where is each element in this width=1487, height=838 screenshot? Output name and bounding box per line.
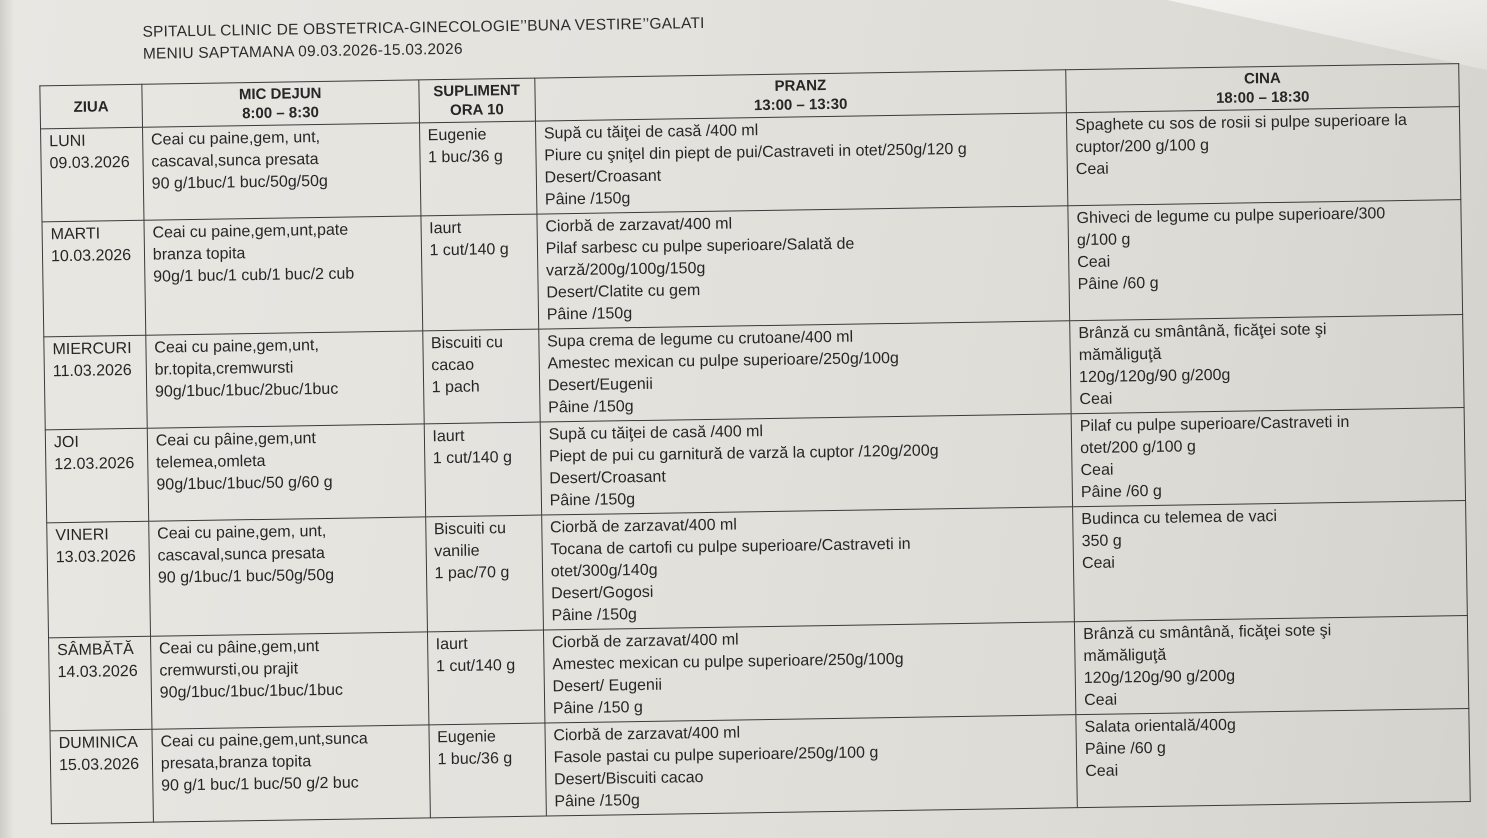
- lunch-line: Desert/Biscuiti cacao: [553, 769, 704, 789]
- lunch-line: Pâine /150g: [549, 491, 636, 510]
- lunch-line: Ciorbă de zarzavat/400 ml: [545, 215, 733, 236]
- day-date: 11.03.2026: [52, 361, 132, 381]
- day-name: SÂMBĂTĂ: [57, 640, 134, 660]
- lunch-line: Pâine /150g: [548, 398, 634, 417]
- supplement-line: Iaurt: [429, 219, 462, 238]
- supplement-line: Iaurt: [435, 635, 468, 654]
- lunch-line: otet/300g/140g: [550, 561, 658, 581]
- dinner-line: Pâine /60 g: [1077, 274, 1159, 294]
- supplement-line: Iaurt: [432, 427, 465, 446]
- lunch-line: Supă cu tăiţei de casă /400 ml: [543, 122, 759, 143]
- dinner-line: mămăliguţă: [1083, 646, 1167, 666]
- breakfast-cell: [146, 331, 424, 428]
- dinner-line: 120g/120g/90 g/200g: [1078, 366, 1231, 387]
- breakfast-line: 90g/1buc/1buc/1buc/1buc: [159, 681, 344, 702]
- dinner-line: Pâine /60 g: [1080, 482, 1162, 502]
- day-date: 15.03.2026: [58, 755, 140, 775]
- col-header-dinner: CINA 18:00 – 18:30: [1066, 64, 1460, 113]
- breakfast-line: cascaval,sunca presata: [157, 544, 325, 565]
- dinner-cell: [1073, 501, 1468, 622]
- col-header-breakfast: MIC DEJUN 8:00 – 8:30: [142, 80, 419, 127]
- supplement-line: 1 buc/36 g: [427, 148, 503, 167]
- dinner-line: Ceai: [1085, 762, 1119, 781]
- lunch-line: Piept de pui cu garnitură de varză la cuptor /120g/200g: [548, 442, 939, 466]
- breakfast-line: Ceai cu paine,gem, unt,: [157, 522, 327, 543]
- lunch-line: Fasole pastai cu pulpe superioare/250g/100 g: [553, 744, 879, 767]
- breakfast-line: br.topita,cremwursti: [154, 359, 294, 379]
- day-date: 12.03.2026: [54, 454, 135, 474]
- breakfast-cell: [147, 424, 425, 521]
- breakfast-cell: [144, 216, 422, 335]
- lunch-line: Amestec mexican cu pulpe superioare/250g/100g: [547, 349, 899, 373]
- dinner-line: Brânză cu smântână, ficăţei sote şi: [1078, 321, 1327, 343]
- lunch-line: varză/200g/100g/150g: [545, 259, 706, 280]
- lunch-line: Desert/Clatite cu gem: [546, 282, 701, 302]
- supplement-cell: [419, 121, 537, 216]
- breakfast-line: 90g/1 buc/1 cub/1 buc/2 cub: [153, 265, 355, 286]
- breakfast-line: 90 g/1 buc/1 buc/50 g/2 buc: [161, 774, 359, 795]
- col-header-lunch: PRANZ 13:00 – 13:30: [535, 70, 1067, 121]
- dinner-cell: [1076, 709, 1470, 808]
- dinner-line: Ceai: [1080, 461, 1114, 480]
- lunch-cell: [537, 206, 1070, 329]
- supplement-cell: [428, 723, 546, 818]
- day-cell: [45, 428, 148, 523]
- dinner-line: g/100 g: [1076, 231, 1131, 250]
- dinner-line: Ceai: [1079, 390, 1113, 409]
- lunch-cell: [540, 414, 1073, 515]
- day-cell: [49, 636, 152, 731]
- supplement-line: cacao: [431, 356, 475, 375]
- dinner-line: 350 g: [1081, 532, 1122, 551]
- menu-period: MENIU SAPTAMANA 09.03.2026-15.03.2026: [142, 40, 463, 63]
- col-header-supplement: SUPLIMENT ORA 10: [418, 78, 535, 123]
- lunch-line: Supă cu tăiţei de casă /400 ml: [548, 423, 764, 444]
- supplement-line: 1 cut/140 g: [432, 449, 513, 468]
- lunch-line: Desert/Eugenii: [547, 375, 653, 395]
- lunch-line: Ciorbă de zarzavat/400 ml: [553, 724, 741, 745]
- breakfast-line: Ceai cu paine,gem,unt,sunca: [160, 730, 368, 751]
- breakfast-line: Ceai cu pâine,gem,unt: [158, 638, 320, 658]
- day-name: JOI: [53, 433, 79, 452]
- dinner-line: Ceai: [1075, 160, 1109, 179]
- breakfast-line: telemea,omleta: [155, 452, 266, 472]
- lunch-cell: [543, 622, 1076, 723]
- dinner-line: Ghiveci de legume cu pulpe superioare/300: [1076, 205, 1386, 228]
- breakfast-line: Ceai cu paine,gem,unt,pate: [152, 221, 349, 242]
- breakfast-line: Ceai cu paine,gem, unt,: [150, 128, 321, 149]
- day-name: MIERCURI: [52, 339, 132, 359]
- supplement-line: Eugenie: [437, 728, 497, 747]
- supplement-cell: [420, 214, 538, 331]
- breakfast-line: presata,branza topita: [160, 753, 312, 773]
- supplement-line: Biscuiti cu: [433, 520, 507, 539]
- supplement-line: 1 cut/140 g: [435, 656, 516, 676]
- lunch-line: Desert/ Eugenii: [552, 676, 663, 696]
- lunch-line: Desert/Croasant: [549, 468, 666, 488]
- dinner-line: Ceai: [1077, 253, 1111, 272]
- dinner-cell: [1068, 200, 1463, 321]
- lunch-cell: [541, 507, 1074, 630]
- day-cell: [44, 335, 147, 430]
- dinner-line: Budinca cu telemea de vaci: [1081, 508, 1278, 529]
- day-date: 14.03.2026: [57, 662, 138, 682]
- lunch-line: Pâine /150g: [546, 305, 633, 324]
- lunch-line: Supa crema de legume cu crutoane/400 ml: [547, 328, 854, 351]
- day-date: 09.03.2026: [49, 153, 130, 173]
- lunch-line: Amestec mexican cu pulpe superioare/250g/100g: [552, 650, 904, 674]
- lunch-cell: [535, 113, 1068, 214]
- lunch-line: Pâine /150 g: [552, 698, 643, 718]
- day-cell: [47, 521, 151, 638]
- supplement-cell: [424, 422, 542, 517]
- supplement-cell: [427, 630, 545, 725]
- lunch-cell: [545, 715, 1078, 816]
- supplement-line: 1 pach: [431, 378, 480, 397]
- supplement-line: vanilie: [434, 542, 480, 561]
- breakfast-cell: [149, 517, 427, 636]
- breakfast-cell: [150, 632, 428, 729]
- dinner-line: otet/200 g/100 g: [1080, 438, 1196, 458]
- dinner-line: Ceai: [1081, 554, 1116, 573]
- dinner-cell: [1071, 408, 1465, 507]
- table-row: [42, 200, 1463, 337]
- day-date: 13.03.2026: [55, 547, 136, 567]
- dinner-line: 120g/120g/90 g/200g: [1083, 667, 1236, 688]
- breakfast-line: 90 g/1buc/1 buc/50g/50g: [151, 172, 329, 193]
- dinner-line: Pâine /60 g: [1084, 739, 1167, 759]
- breakfast-cell: [142, 123, 420, 220]
- menu-table: [39, 63, 1470, 824]
- lunch-line: Pilaf sarbesc cu pulpe superioare/Salată de: [545, 235, 855, 258]
- supplement-cell: [425, 515, 543, 632]
- breakfast-line: 90 g/1buc/1 buc/50g/50g: [157, 566, 335, 587]
- dinner-cell: [1074, 616, 1468, 715]
- lunch-line: Desert/Gogosi: [551, 583, 654, 603]
- dinner-line: cuptor/200 g/100 g: [1075, 137, 1210, 157]
- dinner-line: Spaghete cu sos de rosii si pulpe superioare la: [1075, 111, 1407, 135]
- day-date: 10.03.2026: [50, 246, 132, 266]
- supplement-line: Eugenie: [427, 126, 487, 145]
- supplement-line: Biscuiti cu: [430, 334, 504, 353]
- dinner-line: Ceai: [1084, 691, 1118, 710]
- day-cell: [42, 220, 146, 337]
- day-name: VINERI: [55, 526, 109, 545]
- col-header-day: ZIUA: [40, 84, 142, 129]
- lunch-line: Tocana de cartofi cu pulpe superioare/Castraveti in: [550, 535, 911, 559]
- lunch-cell: [538, 321, 1071, 422]
- dinner-line: mămăliguţă: [1078, 345, 1162, 365]
- table-row: [47, 501, 1468, 638]
- dinner-line: Salata orientală/400g: [1084, 716, 1236, 737]
- breakfast-line: Ceai cu paine,gem,unt,: [154, 337, 319, 357]
- document-header: [142, 13, 705, 66]
- supplement-cell: [422, 329, 540, 424]
- lunch-line: Ciorbă de zarzavat/400 ml: [549, 516, 737, 537]
- breakfast-line: cascaval,sunca presata: [151, 151, 319, 171]
- dinner-line: Pilaf cu pulpe superioare/Castraveti in: [1079, 413, 1350, 436]
- breakfast-line: 90g/1buc/1buc/50 g/60 g: [156, 473, 333, 494]
- breakfast-line: 90g/1buc/1buc/2buc/1buc: [154, 380, 339, 401]
- day-name: LUNI: [49, 132, 86, 151]
- lunch-line: Piure cu şniţel din piept de pui/Castraveti in otet/250g/120 g: [544, 140, 967, 165]
- breakfast-line: cremwursti,ou prajit: [159, 660, 299, 680]
- day-name: MARTI: [50, 225, 101, 244]
- day-cell: [50, 729, 153, 824]
- lunch-line: Ciorbă de zarzavat/400 ml: [551, 631, 739, 652]
- breakfast-line: branza topita: [152, 245, 246, 264]
- day-cell: [41, 127, 144, 222]
- supplement-line: 1 pac/70 g: [434, 564, 510, 583]
- dinner-line: Brânză cu smântână, ficăţei sote şi: [1082, 622, 1332, 644]
- breakfast-cell: [152, 725, 430, 822]
- dinner-cell: [1066, 107, 1460, 206]
- lunch-line: Pâine /150g: [554, 792, 640, 811]
- menu-body: [41, 107, 1471, 824]
- lunch-line: Pâine /150g: [551, 606, 638, 625]
- lunch-line: Pâine /150g: [544, 190, 631, 209]
- day-name: DUMINICA: [58, 733, 138, 753]
- supplement-line: 1 cut/140 g: [429, 241, 509, 260]
- hospital-name: SPITALUL CLINIC DE OBSTETRICA-GINECOLOGIE’’BUNA VESTIRE’’GALATI: [142, 14, 705, 41]
- lunch-line: Desert/Croasant: [544, 167, 662, 187]
- dinner-cell: [1070, 315, 1464, 414]
- breakfast-line: Ceai cu pâine,gem,unt: [155, 430, 316, 450]
- supplement-line: 1 buc/36 g: [437, 750, 513, 769]
